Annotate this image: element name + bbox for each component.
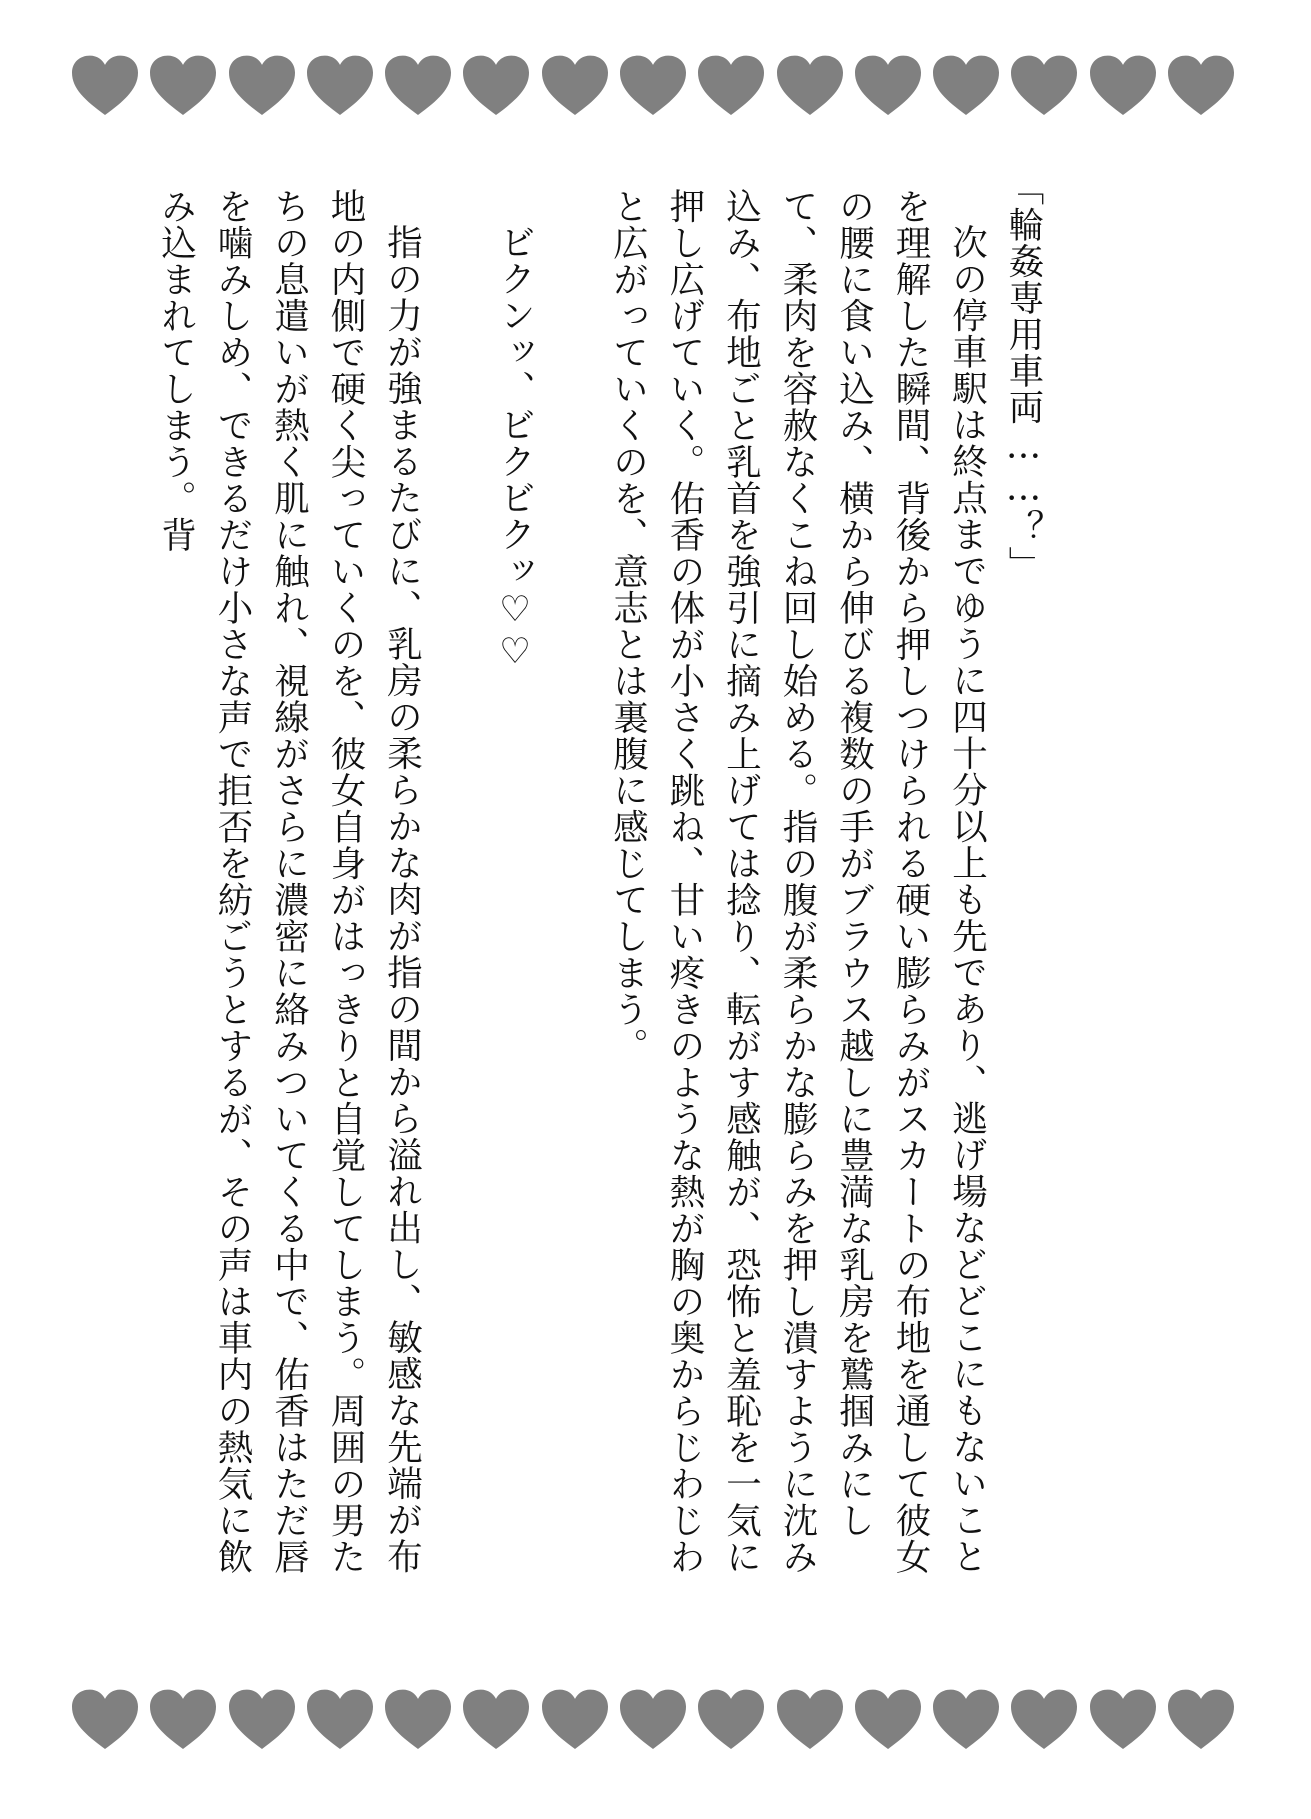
heart-icon	[307, 1689, 373, 1751]
heart-icon	[1011, 1689, 1077, 1751]
heart-icon	[229, 55, 295, 117]
heart-icon	[620, 55, 686, 117]
heart-icon	[385, 55, 451, 117]
heart-icon	[1090, 55, 1156, 117]
heart-icon	[463, 55, 529, 117]
heart-icon	[855, 55, 921, 117]
blank-line	[543, 188, 600, 1588]
heart-icon	[698, 1689, 764, 1751]
heart-icon	[1168, 55, 1234, 117]
heart-icon	[150, 55, 216, 117]
heart-icon	[229, 1689, 295, 1751]
heart-icon	[542, 1689, 608, 1751]
heart-icon	[1090, 1689, 1156, 1751]
heart-icon	[777, 55, 843, 117]
paragraph-1: 次の停車駅は終点までゆうに四十分以上も先であり、逃げ場などどこにもないことを理解した瞬間、背後から押しつけられる硬い膨らみがスカートの布地を通して彼女の腰に食い込み、横から伸びる複数の手がブラウス越しに豊満な乳房を鷲掴みにして、柔肉を容赦なくこね回し始める。指の腹が柔らかな膨らみを押し潰すように沈み込み、布地ごと乳首を強引に摘み上げては捻り、転がす感触が、恐怖と羞恥を一気に押し広げていく。佑香の体が小さく跳ね、甘い疼きのような熱が胸の奥からじわじわと広がっていくのを、意志とは裏腹に感じてしまう。	[607, 188, 988, 1575]
heart-icon	[385, 1689, 451, 1751]
paragraph-2: 指の力が強まるたびに、乳房の柔らかな肉が指の間から溢れ出し、敏感な先端が布地の内側で硬く尖っていくのを、彼女自身がはっきりと自覚してしまう。周囲の男たちの息遣いが熱く肌に触れ、視線がさらに濃密に絡みついてくる中で、佑香はただ唇を噛みしめ、できるだけ小さな声で拒否を紡ごうとするが、その声は車内の熱気に飲み込まれてしまう。背	[155, 188, 423, 1575]
heart-icon	[855, 1689, 921, 1751]
heart-icon	[698, 55, 764, 117]
heart-icon	[777, 1689, 843, 1751]
heart-icon	[463, 1689, 529, 1751]
heart-icon	[1168, 1689, 1234, 1751]
dialogue-line: 「輪姦専用車両……？」	[1003, 170, 1044, 583]
heart-icon	[620, 1689, 686, 1751]
sound-effect-line: ビクンッ、ビクビクッ♡♡	[494, 223, 536, 673]
heart-icon	[150, 1689, 216, 1751]
heart-border-bottom	[72, 1688, 1234, 1752]
heart-icon	[1011, 55, 1077, 117]
heart-icon	[933, 55, 999, 117]
heart-icon	[72, 1689, 138, 1751]
heart-icon	[933, 1689, 999, 1751]
heart-icon	[72, 55, 138, 117]
heart-border-top	[72, 54, 1234, 118]
heart-icon	[307, 55, 373, 117]
heart-icon	[542, 55, 608, 117]
blank-line	[430, 188, 487, 1588]
novel-text-column	[155, 170, 1051, 1588]
